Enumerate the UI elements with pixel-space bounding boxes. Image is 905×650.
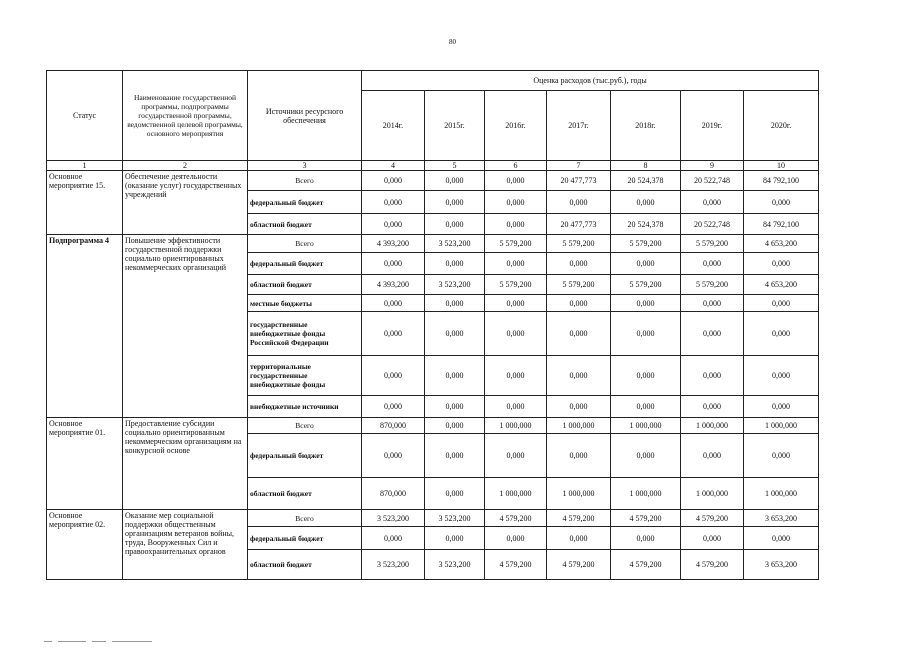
value-cell: 0,000 [681, 434, 744, 478]
value-cell: 5 579,200 [681, 235, 744, 253]
table-body [47, 171, 819, 580]
value-cell: 0,000 [547, 527, 611, 550]
value-cell: 0,000 [611, 356, 681, 396]
value-cell: 3 523,200 [362, 510, 425, 527]
value-cell: 1 000,000 [744, 478, 819, 510]
value-cell: 5 579,200 [547, 235, 611, 253]
value-cell: 4 579,200 [611, 510, 681, 527]
value-cell: 0,000 [425, 478, 485, 510]
value-cell: 0,000 [744, 191, 819, 214]
column-index: 10 [744, 161, 819, 171]
value-cell: 5 579,200 [547, 275, 611, 295]
value-cell: 20 524,378 [611, 171, 681, 191]
value-cell: 0,000 [485, 171, 547, 191]
value-cell: 3 523,200 [425, 550, 485, 580]
value-cell: 1 000,000 [681, 418, 744, 434]
value-cell: 0,000 [744, 253, 819, 275]
value-cell: 0,000 [425, 396, 485, 418]
value-cell: 0,000 [362, 253, 425, 275]
value-cell: 1 000,000 [681, 478, 744, 510]
value-cell: 0,000 [425, 418, 485, 434]
value-cell: 3 523,200 [362, 550, 425, 580]
value-cell: 0,000 [681, 396, 744, 418]
value-cell: 0,000 [425, 214, 485, 235]
source-cell: федеральный бюджет [248, 434, 362, 478]
value-cell: 0,000 [681, 295, 744, 312]
value-cell: 0,000 [681, 191, 744, 214]
value-cell: 4 653,200 [744, 275, 819, 295]
value-cell: 5 579,200 [485, 235, 547, 253]
budget-table [46, 70, 819, 580]
value-cell: 4 393,200 [362, 235, 425, 253]
source-cell: государственные внебюджетные фонды Российской Федерации [248, 312, 362, 356]
value-cell: 5 579,200 [611, 275, 681, 295]
value-cell: 0,000 [362, 191, 425, 214]
status-cell: Подпрограмма 4 [47, 235, 123, 418]
value-cell: 0,000 [547, 396, 611, 418]
value-cell: 4 579,200 [611, 550, 681, 580]
program-name-cell: Обеспечение деятельности (оказание услуг) государственных учреждений [123, 171, 248, 235]
value-cell: 0,000 [425, 312, 485, 356]
value-cell: 0,000 [681, 356, 744, 396]
value-cell: 84 792,100 [744, 214, 819, 235]
value-cell: 84 792,100 [744, 171, 819, 191]
value-cell: 0,000 [744, 312, 819, 356]
value-cell: 1 000,000 [485, 478, 547, 510]
status-cell: Основное мероприятие 01. [47, 418, 123, 510]
value-cell: 0,000 [485, 356, 547, 396]
source-cell: Всего [248, 235, 362, 253]
header-year: 2014г. [362, 91, 425, 161]
header-name: Наименование государственной программы, подпрограммы государственной программы, ведомственной целевой программы, основного мероприятия [123, 71, 248, 161]
value-cell: 0,000 [362, 312, 425, 356]
value-cell: 1 000,000 [547, 478, 611, 510]
value-cell: 0,000 [681, 527, 744, 550]
source-cell: областной бюджет [248, 550, 362, 580]
value-cell: 0,000 [485, 434, 547, 478]
source-cell: областной бюджет [248, 275, 362, 295]
value-cell: 0,000 [547, 356, 611, 396]
value-cell: 0,000 [425, 356, 485, 396]
source-cell: федеральный бюджет [248, 253, 362, 275]
value-cell: 20 477,773 [547, 171, 611, 191]
source-cell: Всего [248, 510, 362, 527]
value-cell: 0,000 [362, 434, 425, 478]
value-cell: 20 522,748 [681, 214, 744, 235]
value-cell: 3 523,200 [425, 275, 485, 295]
value-cell: 4 579,200 [547, 510, 611, 527]
value-cell: 0,000 [425, 434, 485, 478]
column-index: 5 [425, 161, 485, 171]
value-cell: 0,000 [744, 396, 819, 418]
value-cell: 0,000 [362, 171, 425, 191]
value-cell: 0,000 [425, 171, 485, 191]
value-cell: 0,000 [485, 191, 547, 214]
header-estimate: Оценка расходов (тыс.руб.), годы [362, 71, 819, 91]
source-cell: Всего [248, 171, 362, 191]
value-cell: 0,000 [362, 527, 425, 550]
value-cell: 1 000,000 [611, 418, 681, 434]
value-cell: 4 579,200 [485, 510, 547, 527]
value-cell: 0,000 [485, 214, 547, 235]
source-cell: местные бюджеты [248, 295, 362, 312]
page-number: 80 [449, 38, 456, 46]
value-cell: 4 579,200 [485, 550, 547, 580]
value-cell: 0,000 [547, 295, 611, 312]
value-cell: 20 477,773 [547, 214, 611, 235]
value-cell: 4 579,200 [681, 510, 744, 527]
value-cell: 1 000,000 [485, 418, 547, 434]
value-cell: 0,000 [744, 356, 819, 396]
header-year: 2018г. [611, 91, 681, 161]
value-cell: 1 000,000 [744, 418, 819, 434]
program-name-cell: Оказание мер социальной поддержки общественным организациям ветеранов войны, труда, Вооруженных Сил и правоохранительных органов [123, 510, 248, 580]
source-cell: Всего [248, 418, 362, 434]
table-row [47, 171, 819, 191]
scan-artifact [44, 632, 194, 638]
table-row [47, 235, 819, 253]
source-cell: федеральный бюджет [248, 527, 362, 550]
value-cell: 0,000 [744, 434, 819, 478]
value-cell: 0,000 [611, 295, 681, 312]
value-cell: 5 579,200 [611, 235, 681, 253]
source-cell: территориальные государственные внебюджетные фонды [248, 356, 362, 396]
value-cell: 1 000,000 [547, 418, 611, 434]
value-cell: 0,000 [547, 191, 611, 214]
value-cell: 0,000 [547, 253, 611, 275]
value-cell: 0,000 [611, 312, 681, 356]
source-cell: внебюджетные источники [248, 396, 362, 418]
value-cell: 0,000 [547, 312, 611, 356]
column-index: 8 [611, 161, 681, 171]
value-cell: 870,000 [362, 418, 425, 434]
value-cell: 0,000 [744, 527, 819, 550]
value-cell: 4 579,200 [547, 550, 611, 580]
header-year: 2017г. [547, 91, 611, 161]
value-cell: 0,000 [611, 527, 681, 550]
value-cell: 0,000 [485, 253, 547, 275]
value-cell: 0,000 [425, 191, 485, 214]
value-cell: 0,000 [547, 434, 611, 478]
column-index: 3 [248, 161, 362, 171]
value-cell: 0,000 [611, 253, 681, 275]
value-cell: 20 522,748 [681, 171, 744, 191]
status-cell: Основное мероприятие 15. [47, 171, 123, 235]
value-cell: 3 653,200 [744, 550, 819, 580]
value-cell: 3 653,200 [744, 510, 819, 527]
value-cell: 4 393,200 [362, 275, 425, 295]
value-cell: 0,000 [362, 295, 425, 312]
header-sources: Источники ресурсного обеспечения [248, 71, 362, 161]
header-year: 2020г. [744, 91, 819, 161]
value-cell: 0,000 [362, 214, 425, 235]
value-cell: 1 000,000 [611, 478, 681, 510]
program-name-cell: Предоставление субсидии социально ориентированным некоммерческим организациям на конкурсной основе [123, 418, 248, 510]
value-cell: 20 524,378 [611, 214, 681, 235]
column-index: 1 [47, 161, 123, 171]
value-cell: 4 579,200 [681, 550, 744, 580]
value-cell: 3 523,200 [425, 510, 485, 527]
value-cell: 3 523,200 [425, 235, 485, 253]
value-cell: 0,000 [362, 356, 425, 396]
value-cell: 0,000 [425, 527, 485, 550]
source-cell: областной бюджет [248, 478, 362, 510]
value-cell: 0,000 [611, 434, 681, 478]
value-cell: 0,000 [485, 527, 547, 550]
table-row [47, 510, 819, 527]
value-cell: 5 579,200 [485, 275, 547, 295]
value-cell: 0,000 [485, 295, 547, 312]
value-cell: 0,000 [681, 253, 744, 275]
column-index: 9 [681, 161, 744, 171]
value-cell: 0,000 [425, 253, 485, 275]
header-year: 2016г. [485, 91, 547, 161]
column-index: 7 [547, 161, 611, 171]
value-cell: 0,000 [611, 396, 681, 418]
value-cell: 0,000 [611, 191, 681, 214]
header-status: Статус [47, 71, 123, 161]
source-cell: областной бюджет [248, 214, 362, 235]
value-cell: 0,000 [485, 312, 547, 356]
value-cell: 5 579,200 [681, 275, 744, 295]
value-cell: 0,000 [744, 295, 819, 312]
status-cell: Основное мероприятие 02. [47, 510, 123, 580]
column-index: 4 [362, 161, 425, 171]
header-year: 2019г. [681, 91, 744, 161]
value-cell: 0,000 [425, 295, 485, 312]
header-year: 2015г. [425, 91, 485, 161]
source-cell: федеральный бюджет [248, 191, 362, 214]
column-index: 2 [123, 161, 248, 171]
value-cell: 0,000 [681, 312, 744, 356]
program-name-cell: Повышение эффективности государственной поддержки социально ориентированных некоммерческих организаций [123, 235, 248, 418]
table-row [47, 418, 819, 434]
value-cell: 870,000 [362, 478, 425, 510]
column-index: 6 [485, 161, 547, 171]
value-cell: 4 653,200 [744, 235, 819, 253]
value-cell: 0,000 [485, 396, 547, 418]
value-cell: 0,000 [362, 396, 425, 418]
